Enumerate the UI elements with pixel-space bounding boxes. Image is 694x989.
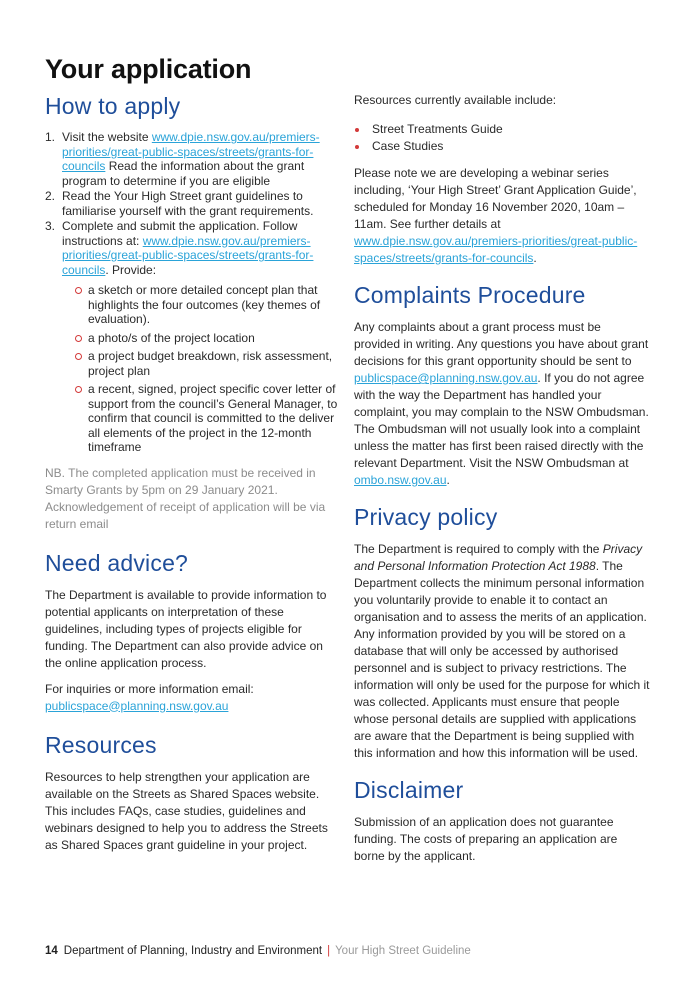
step-text: Complete and submit the application. Follow instructions at: xyxy=(62,219,298,248)
nb-note: NB. The completed application must be received in Smarty Grants by 5pm on 29 January 2021. Acknowledgement of receipt of application will be via return email xyxy=(45,465,326,531)
webinar-text: . xyxy=(533,251,537,265)
dpie-link[interactable]: www.dpie.nsw.gov.au/premiers-priorities/great-public-spaces/streets/grants-for-councils xyxy=(354,234,638,265)
circle-bullet-icon xyxy=(75,353,82,360)
step-number: 1. xyxy=(45,130,56,144)
ombudsman-link[interactable]: ombo.nsw.gov.au xyxy=(354,473,447,487)
complaints-text: . If you do not agree with the way the Department has handled your complaint, you may complain to the NSW Ombudsman. The Ombudsman will not usually look into a complaint unless the matter has first been raised directly with the relevant Department. Visit the NSW Ombudsman at xyxy=(354,371,649,470)
circle-bullet-icon xyxy=(75,335,82,342)
list-item xyxy=(62,382,339,455)
left-column xyxy=(45,92,339,854)
step-number: 2. xyxy=(45,189,56,203)
right-column xyxy=(354,92,650,865)
list-item-text: Case Studies xyxy=(372,139,444,153)
email-link[interactable]: publicspace@planning.nsw.gov.au xyxy=(45,698,229,713)
inquiries-paragraph: For inquiries or more information email: xyxy=(45,681,254,696)
department-name: Department of Planning, Industry and Environment xyxy=(63,945,323,957)
step-text: Read the information about the grant program to determine if you are eligible xyxy=(62,159,305,188)
resources-intro: Resources currently available include: xyxy=(354,93,557,107)
complaints-text: Any complaints about a grant process must be provided in writing. Any questions you have about grant decisions for this grant opportunity should be sent to xyxy=(354,320,649,368)
list-item-text: Street Treatments Guide xyxy=(372,122,503,136)
privacy-text: The Department is required to comply with the xyxy=(354,542,603,556)
step-text: . Provide: xyxy=(105,262,157,277)
bullet-icon xyxy=(355,145,359,149)
circle-bullet-icon xyxy=(75,287,82,294)
privacy-heading: Privacy policy xyxy=(354,504,498,530)
provide-list xyxy=(62,283,339,455)
steps-list xyxy=(45,130,339,455)
page-title: Your application xyxy=(45,54,252,84)
list-item xyxy=(354,138,650,155)
act-title: Privacy and Personal Information Protection Act 1988 xyxy=(354,542,643,573)
disclaimer-heading: Disclaimer xyxy=(354,777,464,803)
step-1 xyxy=(45,130,339,188)
footer-separator: | xyxy=(327,945,331,957)
list-item-text: a project budget breakdown, risk assessment, project plan xyxy=(88,349,333,378)
dpie-link[interactable]: www.dpie.nsw.gov.au/premiers-priorities/great-public-spaces/streets/grants-for-councils xyxy=(62,130,320,173)
guide-name: Your High Street Guideline xyxy=(335,945,471,957)
resources-list xyxy=(354,121,650,155)
dpie-link[interactable]: www.dpie.nsw.gov.au/premiers-priorities/great-public-spaces/streets/grants-for-councils xyxy=(62,233,314,277)
list-item xyxy=(62,349,339,378)
list-item xyxy=(62,331,339,346)
list-item xyxy=(354,121,650,138)
privacy-text: . The Department collects the minimum personal information you voluntarily provide to enable it to contact an organisation and to assess the merits of an application. Any information provided by you will be stored on a database that will only be accessed by authorised personnel and is subject to privacy restrictions. The information will only be used for the purpose for which it was collected. Applicants must ensure that people whose personal details are supplied with applications are aware that the Department is being supplied with this information and how this information will be used. xyxy=(354,559,650,760)
webinar-paragraph xyxy=(354,165,650,267)
resources-paragraph: Resources to help strengthen your application are available on the Streets as Shared Spaces website. This includes FAQs, case studies, guidelines and webinars designed to help you to address the Streets as Shared Spaces grant guideline in your project. xyxy=(45,769,328,852)
step-2 xyxy=(45,189,339,218)
list-item-text: a photo/s of the project location xyxy=(88,330,255,345)
step-text: Visit the website xyxy=(62,130,152,144)
list-item-text: a sketch or more detailed concept plan that highlights the four outcomes (key themes of evaluation). xyxy=(88,283,321,326)
bullet-icon xyxy=(355,128,359,132)
step-number: 3. xyxy=(45,219,56,233)
email-link[interactable]: publicspace@planning.nsw.gov.au xyxy=(354,371,538,385)
complaints-paragraph xyxy=(354,319,650,489)
list-item-text: a recent, signed, project specific cover letter of support from the council’s General Manager, to confirm that council is committed to the deliver all elements of the project in the 12-month timeframe xyxy=(88,382,338,454)
need-advice-paragraph: The Department is available to provide information to potential applicants on interpretation of these guidelines, including types of projects eligible for funding. The Department can also provide advice on the online application process. xyxy=(45,587,327,670)
webinar-text: Please note we are developing a webinar series including, ‘Your High Street’ Grant Application Guide’, scheduled for Monday 16 November 2020, 10am – 11am. See further details at xyxy=(354,166,637,231)
step-text: Read the Your High Street grant guidelines to familiarise yourself with the grant requirements. xyxy=(62,189,314,218)
need-advice-heading: Need advice? xyxy=(45,549,189,576)
circle-bullet-icon xyxy=(75,386,82,393)
privacy-paragraph xyxy=(354,541,650,762)
page-footer xyxy=(45,945,471,957)
how-to-apply-heading: How to apply xyxy=(45,93,181,119)
step-3 xyxy=(45,219,339,455)
complaints-heading: Complaints Procedure xyxy=(354,282,586,308)
disclaimer-paragraph: Submission of an application does not guarantee funding. The costs of preparing an application are borne by the applicant. xyxy=(354,815,618,863)
resources-heading: Resources xyxy=(45,731,157,758)
list-item xyxy=(62,283,339,327)
complaints-text: . xyxy=(446,473,450,487)
page-number: 14 xyxy=(45,945,58,957)
